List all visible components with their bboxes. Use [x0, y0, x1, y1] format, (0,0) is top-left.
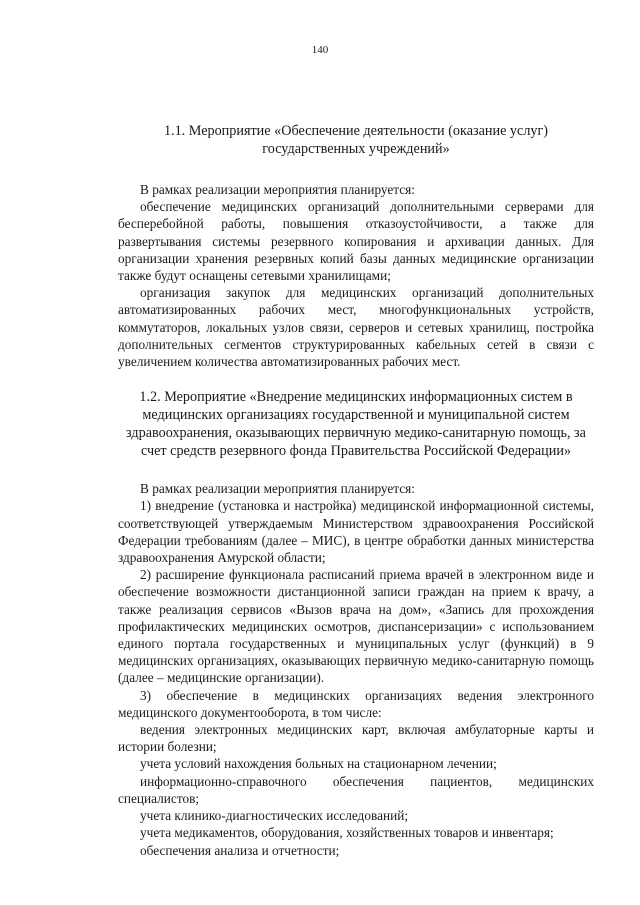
paragraph: обеспечения анализа и отчетности; — [140, 842, 340, 858]
paragraph: обеспечение медицинских организаций дополнительными серверами для бесперебойной работы, повышения отказоустойчивости, а также для развертывания системы резервного копирования и архивации данных. Для организации хранения резервных копий базы данных медицинские организации также будут оснащены сетевыми хранилищами; — [118, 199, 594, 284]
page-number: 140 — [311, 44, 329, 56]
paragraph: 3) обеспечение в медицинских организациях ведения электронного медицинского документооборота, в том числе: — [118, 687, 594, 720]
document-body — [118, 122, 594, 859]
paragraph: учета условий нахождения больных на стационарном лечении; — [140, 756, 497, 772]
paragraph: ведения электронных медицинских карт, включая амбулаторные карты и истории болезни; — [118, 722, 594, 755]
paragraph: учета медикаментов, оборудования, хозяйственных товаров и инвентаря; — [140, 825, 554, 841]
paragraph: организация закупок для медицинских организаций дополнительных автоматизированных рабочих мест, многофункциональных устройств, коммутаторов, локальных узлов связи, серверов и сетевых хранилищ, постройка дополнительных сегментов структурированных кабельных сетей в связи с увеличением количества автоматизированных рабочих мест. — [118, 285, 594, 370]
paragraph: информационно-справочного обеспечения пациентов, медицинских специалистов; — [118, 773, 594, 806]
paragraph: 2) расширение функционала расписаний приема врачей в электронном виде и обеспечение возможности дистанционной записи граждан на прием к врачу, а также реализация сервисов «Вызов врача на дом», «Запись для прохождения профилактических медицинских осмотров, диспансеризации» с использованием единого портала государственных и муниципальных услуг (функций) в 9 медицинских организациях, оказывающих первичную медико-санитарную помощь (далее – медицинские организации). — [118, 567, 594, 686]
paragraph: В рамках реализации мероприятия планируется: — [140, 481, 415, 497]
paragraph: 1) внедрение (установка и настройка) медицинской информационной системы, соответствующей утверждаемым Министерством здравоохранения Российской Федерации требованиям (далее – МИС), в центре обработки данных министерства здравоохранения Амурской области; — [118, 498, 594, 566]
paragraph: В рамках реализации мероприятия планируется: — [140, 182, 415, 197]
paragraph: учета клинико-диагностических исследований; — [140, 808, 409, 824]
section-heading-1-2: 1.2. Мероприятие «Внедрение медицинских информационных систем в медицинских организациях государственной и муниципальной систем здравоохранения, оказывающих первичную медико-санитарную помощь, за счет средств резервного фонда Правительства Российской Федерации» — [126, 389, 586, 460]
section-heading-1-1: 1.1. Мероприятие «Обеспечение деятельности (оказание услуг) государственных учреждений» — [163, 123, 549, 157]
